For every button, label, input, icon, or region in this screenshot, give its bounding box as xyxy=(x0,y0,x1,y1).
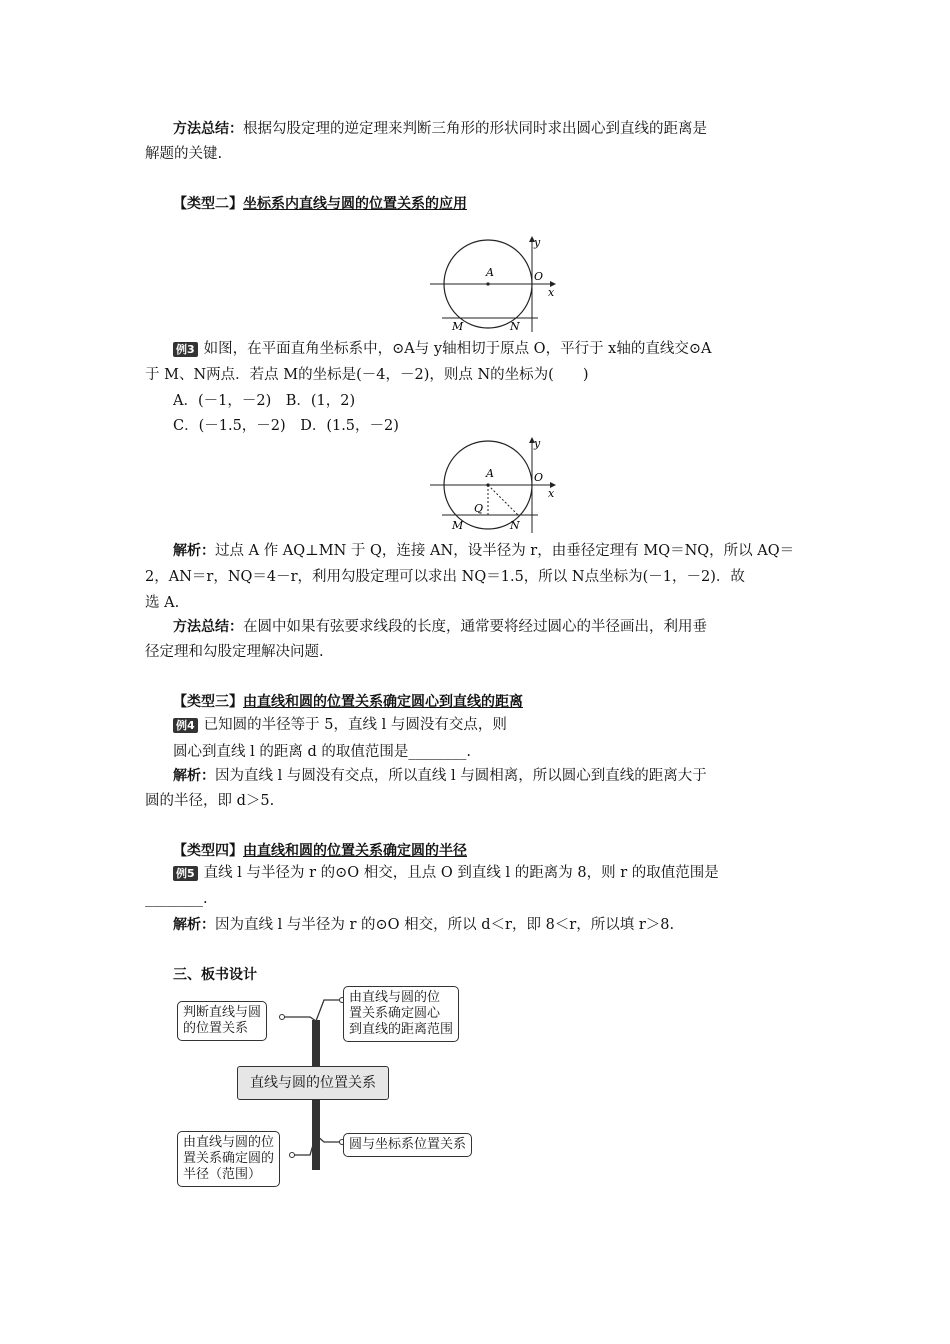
label-n: N xyxy=(510,320,520,333)
node-text: 置关系确定圆的 xyxy=(183,1151,275,1166)
example-5 xyxy=(173,862,838,884)
method-summary-1-cont: 解题的关键. xyxy=(145,146,223,162)
type-label: 【类型三】 xyxy=(173,694,243,710)
node-text: 由直线与圆的位 xyxy=(183,1135,275,1150)
solution-label: 解析： xyxy=(173,543,215,559)
type-label: 【类型二】 xyxy=(173,196,243,212)
example-3-options-cd: C．(－1.5，－2) D．(1.5，－2) xyxy=(173,418,399,434)
connector-top-right xyxy=(316,1000,342,1021)
node-bottom-right: 圆与坐标系位置关系 xyxy=(343,1133,472,1157)
example-5-cont: ________. xyxy=(145,891,208,907)
label-m: M xyxy=(452,320,464,333)
label-q: Q xyxy=(474,502,484,515)
figure-1-circle-axes xyxy=(420,232,560,337)
type-title: 由直线和圆的位置关系确定圆心到直线的距离 xyxy=(243,694,523,710)
method-text: 根据勾股定理的逆定理来判断三角形的形状同时求出圆心到直线的距离是 xyxy=(243,121,707,137)
figure-2-circle-axes xyxy=(420,433,560,538)
node-dot xyxy=(280,1015,285,1020)
node-top-right xyxy=(343,986,459,1042)
label-m: M xyxy=(452,519,464,532)
node-center: 直线与圆的位置关系 xyxy=(237,1066,389,1100)
method-summary-1 xyxy=(173,118,838,140)
solution-text: 过点 A 作 AQ⊥MN 于 Q，连接 AN，设半径为 r，由垂径定理有 MQ＝NQ，所以 AQ＝ xyxy=(215,543,795,559)
node-top-left xyxy=(177,1001,267,1041)
solution-3-cont: 2，AN＝r，NQ＝4－r，利用勾股定理可以求出 NQ＝1.5，所以 N点坐标为(－1，－2)．故 xyxy=(145,569,745,585)
method-summary-2-cont: 径定理和勾股定理解决问题. xyxy=(145,644,324,660)
node-text: 半径（范围） xyxy=(183,1167,262,1182)
solution-text: 因为直线 l 与圆没有交点，所以直线 l 与圆相离，所以圆心到直线的距离大于 xyxy=(215,768,707,784)
method-summary-2 xyxy=(173,616,838,638)
solution-4 xyxy=(173,765,838,787)
example-3-cont: 于 M、N两点．若点 M的坐标是(－4，－2)，则点 N的坐标为( ) xyxy=(145,367,589,383)
example-text: 已知圆的半径等于 5，直线 l 与圆没有交点，则 xyxy=(203,717,507,733)
center-point xyxy=(486,483,489,486)
example-badge: 例5 xyxy=(173,866,198,881)
label-a: A xyxy=(486,467,494,480)
label-x: x xyxy=(548,487,555,500)
node-text: 置关系确定圆心 xyxy=(349,1006,441,1021)
solution-text: 因为直线 l 与半径为 r 的⊙O 相交，所以 d＜r，即 8＜r，所以填 r＞8. xyxy=(215,917,675,933)
example-badge: 例4 xyxy=(173,718,198,733)
example-3-options-ab: A．(－1，－2) B．(1，2) xyxy=(173,393,356,409)
label-o: O xyxy=(534,270,544,283)
type-label: 【类型四】 xyxy=(173,843,243,859)
type4-heading xyxy=(173,840,838,862)
solution-label: 解析： xyxy=(173,768,215,784)
method-label: 方法总结： xyxy=(173,619,243,635)
type2-heading xyxy=(173,193,838,215)
label-n: N xyxy=(510,519,520,532)
connector-top-left xyxy=(282,1017,316,1021)
solution-label: 解析： xyxy=(173,917,215,933)
example-text: 如图，在平面直角坐标系中，⊙A与 y轴相切于原点 O，平行于 x轴的直线交⊙A xyxy=(203,341,712,357)
node-text: 由直线与圆的位 xyxy=(349,990,441,1005)
example-badge: 例3 xyxy=(173,342,198,357)
label-x: x xyxy=(548,286,555,299)
node-bottom-left xyxy=(177,1131,280,1187)
label-o: O xyxy=(534,471,544,484)
solution-5 xyxy=(173,914,838,936)
solution-4-cont: 圆的半径，即 d＞5. xyxy=(145,793,275,809)
node-text: 判断直线与圆 xyxy=(183,1005,262,1020)
type3-heading xyxy=(173,691,838,713)
label-y: y xyxy=(534,437,541,450)
example-4 xyxy=(173,714,838,736)
example-text: 直线 l 与半径为 r 的⊙O 相交，且点 O 到直线 l 的距离为 8，则 r 的取值范围是 xyxy=(203,865,719,881)
label-y: y xyxy=(534,236,541,249)
solution-3-cont2: 选 A. xyxy=(145,595,180,611)
method-label: 方法总结： xyxy=(173,121,243,137)
type-title: 由直线和圆的位置关系确定圆的半径 xyxy=(243,843,467,859)
solution-3 xyxy=(173,540,838,562)
example-4-cont: 圆心到直线 l 的距离 d 的取值范围是________. xyxy=(173,744,471,760)
node-text: 的位置关系 xyxy=(183,1021,249,1036)
section-title: 三、板书设计 xyxy=(173,967,257,983)
center-point xyxy=(486,282,489,285)
segment-an xyxy=(488,485,518,515)
method-text: 在圆中如果有弦要求线段的长度，通常要将经过圆心的半径画出，利用垂 xyxy=(243,619,707,635)
node-text: 到直线的距离范围 xyxy=(349,1022,454,1037)
type-title: 坐标系内直线与圆的位置关系的应用 xyxy=(243,196,467,212)
example-3 xyxy=(173,338,838,360)
node-dot xyxy=(290,1153,295,1158)
label-a: A xyxy=(486,266,494,279)
